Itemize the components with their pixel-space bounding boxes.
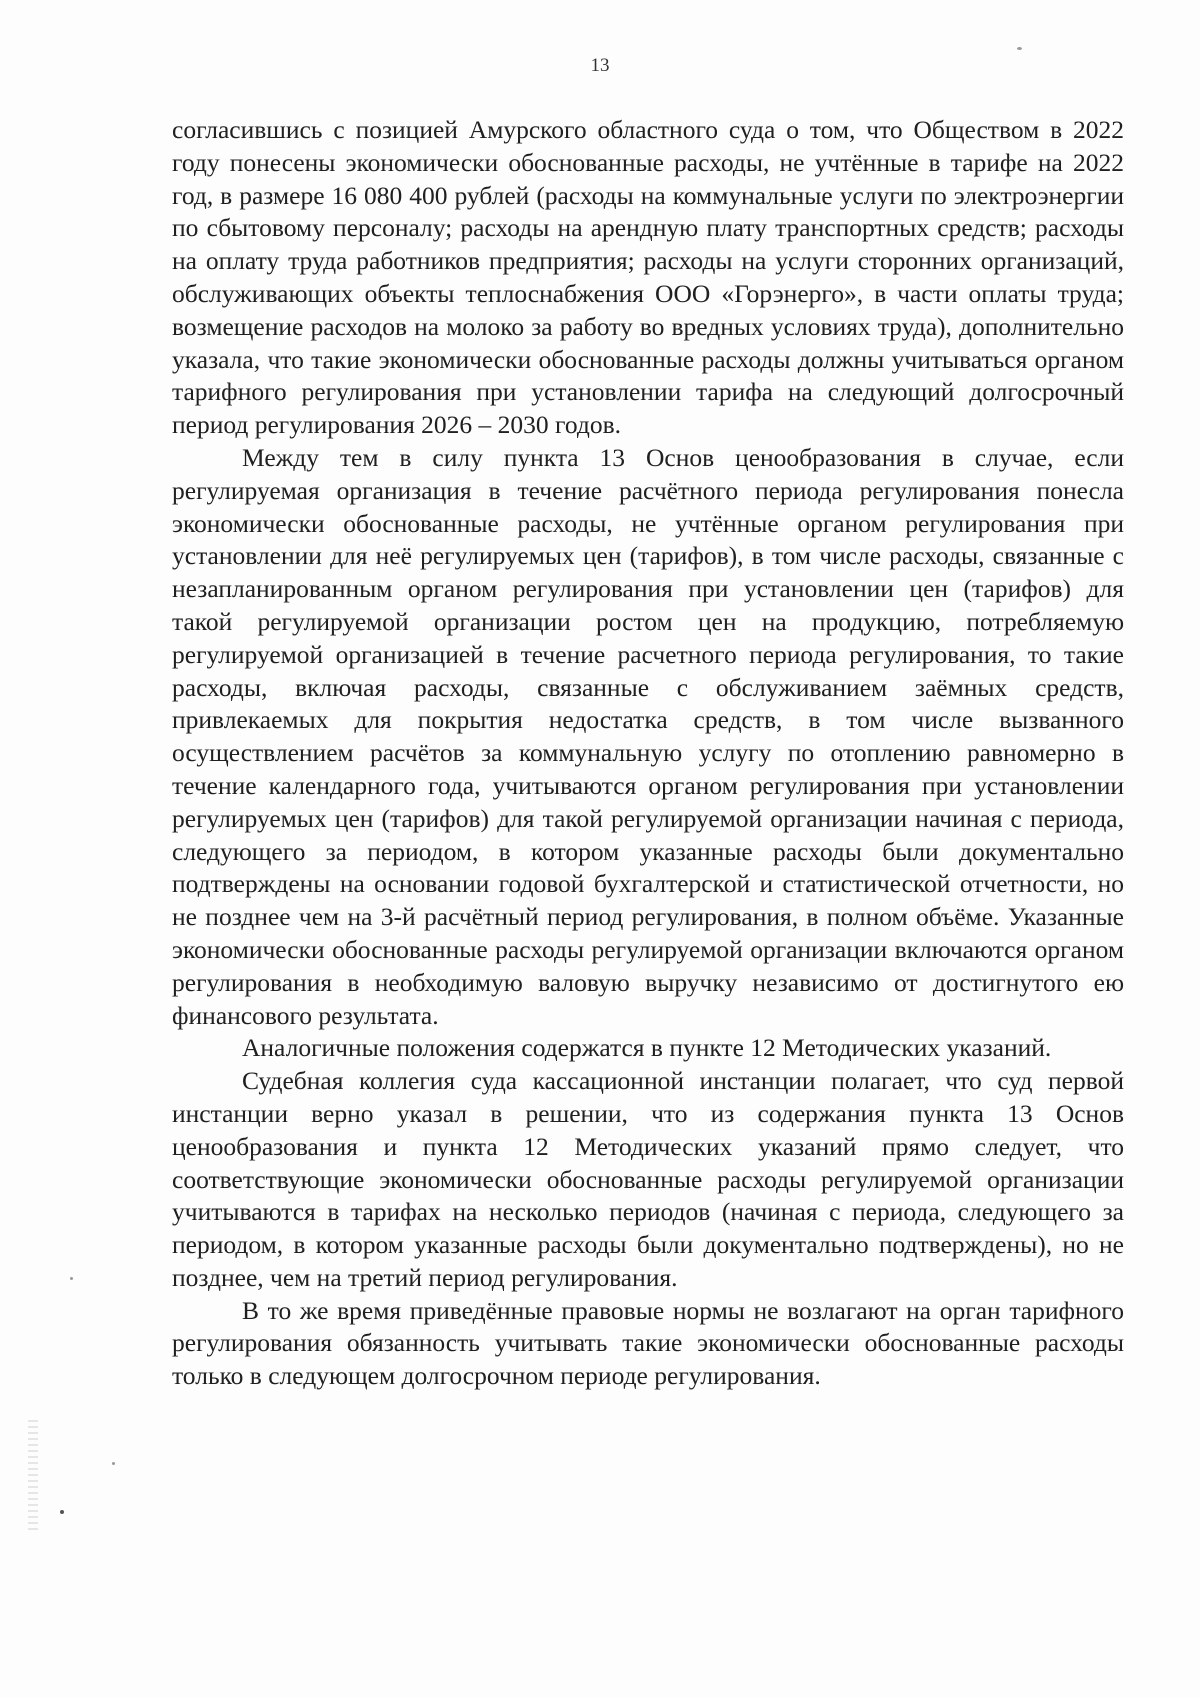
- paragraph-1: согласившись с позицией Амурского областного суда о том, что Обществом в 2022 году понесены экономически обоснованные расходы, не учтённые в тарифе на 2022 год, в размере 16 080 400 рублей (расходы на коммунальные услуги по электроэнергии по сбытовому персоналу; расходы на арендную плату транспортных средств; расходы на оплату труда работников предприятия; расходы на услуги сторонних организаций, обслуживающих объекты теплоснабжения ООО «Горэнерго», в части оплаты труда; возмещение расходов на молоко за работу во вредных условиях труда), дополнительно указала, что такие экономически обоснованные расходы должны учитываться органом тарифного регулирования при установлении тарифа на следующий долгосрочный период регулирования 2026 – 2030 годов.: [172, 115, 1124, 440]
- document-body: [172, 114, 1124, 1393]
- paragraph-4: Судебная коллегия суда кассационной инстанции полагает, что суд первой инстанции верно указал в решении, что из содержания пункта 13 Основ ценообразования и пункта 12 Методических указаний прямо следует, что соответствующие экономически обоснованные расходы регулируемой организации учитываются в тарифах на несколько периодов (начиная с периода, следующего за периодом, в котором указанные расходы были документально подтверждены), но не позднее, чем на третий период регулирования.: [172, 1066, 1124, 1292]
- paragraph-3: Аналогичные положения содержатся в пункте 12 Методических указаний.: [242, 1033, 1052, 1063]
- page-number: 13: [590, 55, 610, 76]
- scan-speck: [70, 1277, 73, 1280]
- scan-speck: [60, 1510, 64, 1514]
- paragraph-5: В то же время приведённые правовые нормы не возлагают на орган тарифного регулирования обязанность учитывать такие экономически обоснованные расходы только в следующем долгосрочном периоде регулирования.: [172, 1295, 1124, 1391]
- scan-edge-artifact: [28, 1420, 38, 1530]
- paragraph-2: Между тем в силу пункта 13 Основ ценообразования в случае, если регулируемая организация в течение расчётного периода регулирования понесла экономически обоснованные расходы, не учтённые органом регулирования при установлении для неё регулируемых цен (тарифов), в том числе расходы, связанные с незапланированным органом регулирования при установлении цен (тарифов) для такой регулируемой организации ростом цен на продукцию, потребляемую регулируемой организацией в течение расчетного периода регулирования, то такие расходы, включая расходы, связанные с обслуживанием заёмных средств, привлекаемых для покрытия недостатка средств, в том числе вызванного осуществлением расчётов за коммунальную услугу по отоплению равномерно в течение календарного года, учитываются органом регулирования при установлении регулируемых цен (тарифов) для такой регулируемой организации начиная с периода, следующего за периодом, в котором указанные расходы были документально подтверждены на основании годовой бухгалтерской и статистической отчетности, но не позднее чем на 3-й расчётный период регулирования, в полном объёме. Указанные экономически обоснованные расходы регулируемой организации включаются органом регулирования в необходимую валовую выручку независимо от достигнутого ею финансового результата.: [172, 442, 1124, 1030]
- scan-speck: [1017, 47, 1022, 50]
- scan-speck: [112, 1462, 115, 1465]
